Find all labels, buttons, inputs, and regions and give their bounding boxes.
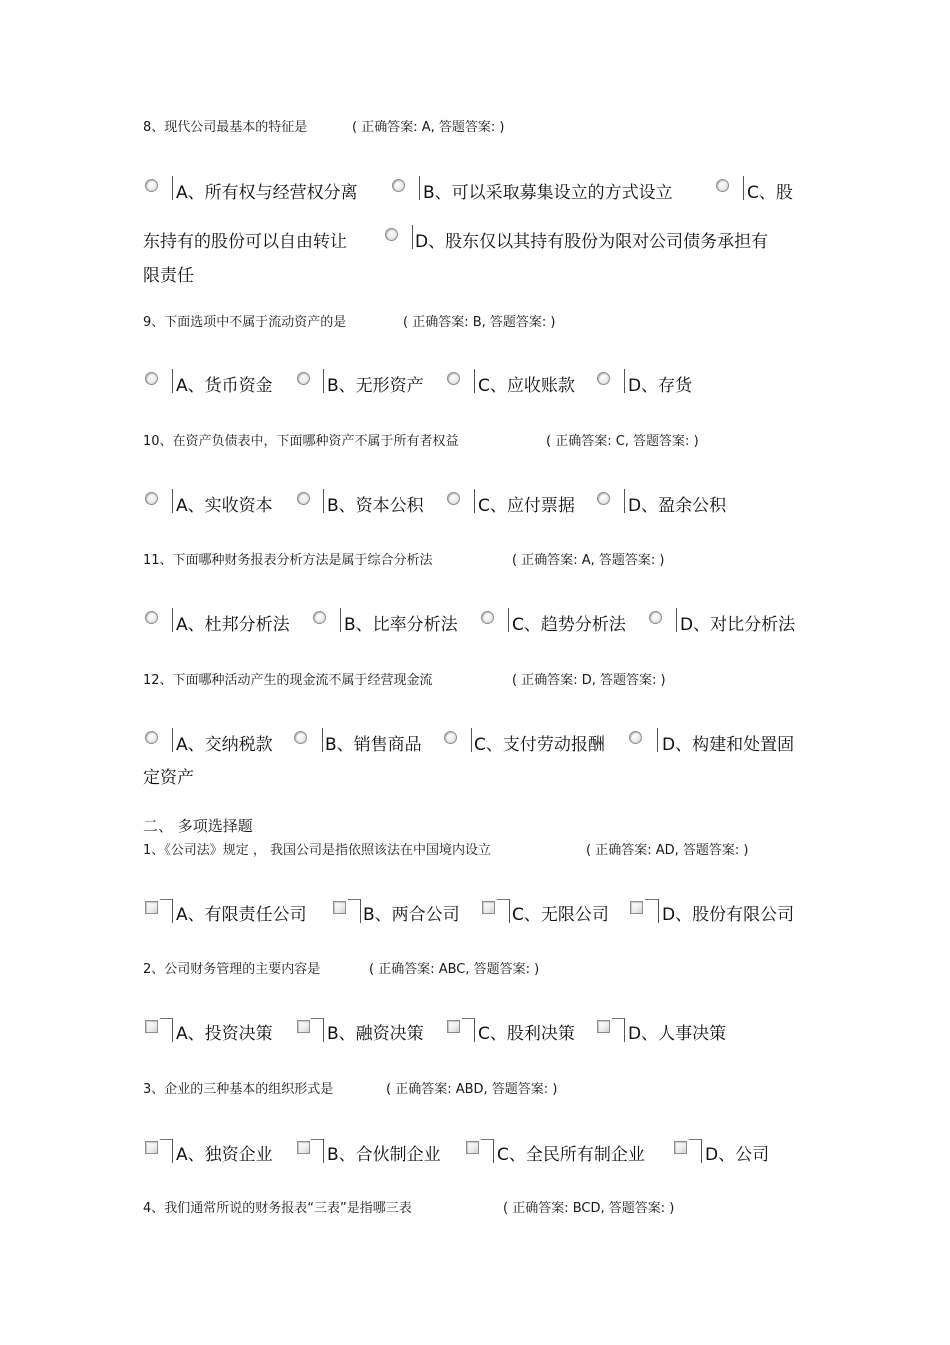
question-8 <box>143 119 505 137</box>
option-label: B、两合公司 <box>363 905 460 925</box>
question-text: 2、公司财务管理的主要内容是 <box>143 962 321 977</box>
radio-button[interactable] <box>392 179 405 192</box>
option-label: D、构建和处置固 <box>662 735 795 755</box>
question-text: 12、下面哪种活动产生的现金流不属于经营现金流 <box>143 673 433 688</box>
option-divider <box>323 1018 324 1042</box>
option-label: A、杜邦分析法 <box>176 615 290 635</box>
radio-button[interactable] <box>447 372 460 385</box>
option-label: A、投资决策 <box>176 1024 273 1044</box>
option-label: C、全民所有制企业 <box>497 1145 645 1165</box>
option-divider <box>471 728 472 752</box>
question-12 <box>143 672 666 690</box>
option-divider <box>323 1139 324 1163</box>
radio-button[interactable] <box>145 611 158 624</box>
radio-button[interactable] <box>629 731 642 744</box>
option-divider <box>493 1139 494 1163</box>
answer-info: ( 正确答案: ABD, 答题答案: ) <box>386 1082 558 1097</box>
option-divider <box>657 728 658 752</box>
option-label: B、销售商品 <box>325 735 422 755</box>
option-divider <box>172 899 173 923</box>
option-divider <box>624 369 625 393</box>
multi-question-3 <box>143 1081 558 1099</box>
checkbox[interactable] <box>145 1020 158 1033</box>
radio-button[interactable] <box>297 492 310 505</box>
option-label: C、应付票据 <box>478 496 575 516</box>
checkbox[interactable] <box>145 901 158 914</box>
checkbox[interactable] <box>297 1020 310 1033</box>
radio-button[interactable] <box>716 179 729 192</box>
question-10 <box>143 433 699 451</box>
option-label: B、资本公积 <box>327 496 424 516</box>
option-label: D、盈余公积 <box>628 496 727 516</box>
radio-button[interactable] <box>145 179 158 192</box>
checkbox-edge <box>645 899 658 900</box>
radio-button[interactable] <box>481 611 494 624</box>
option-divider <box>172 176 173 200</box>
radio-button[interactable] <box>385 228 398 241</box>
question-text: 11、下面哪种财务报表分析方法是属于综合分析法 <box>143 553 433 568</box>
answer-info: ( 正确答案: C, 答题答案: ) <box>546 434 699 449</box>
radio-button[interactable] <box>447 492 460 505</box>
option-12d-continued: 定资产 <box>143 768 194 788</box>
radio-button[interactable] <box>145 372 158 385</box>
option-label: C、趋势分析法 <box>512 615 626 635</box>
option-divider <box>323 489 324 513</box>
option-label: A、交纳税款 <box>176 735 273 755</box>
checkbox[interactable] <box>674 1141 687 1154</box>
option-divider <box>474 489 475 513</box>
option-label: B、可以采取募集设立的方式设立 <box>423 183 673 203</box>
option-label: C、股利决策 <box>478 1024 575 1044</box>
option-label: D、人事决策 <box>628 1024 727 1044</box>
question-text: 8、现代公司最基本的特征是 <box>143 120 308 135</box>
option-divider <box>412 225 413 249</box>
option-label: B、比率分析法 <box>344 615 458 635</box>
question-text: 9、下面选项中不属于流动资产的是 <box>143 315 347 330</box>
option-divider <box>323 369 324 393</box>
radio-button[interactable] <box>145 492 158 505</box>
radio-button[interactable] <box>297 372 310 385</box>
question-text: 1、《公司法》规定 ， 我国公司是指依照该法在中国境内设立 <box>143 843 492 858</box>
question-9 <box>143 314 556 332</box>
option-divider <box>172 728 173 752</box>
option-label: B、合伙制企业 <box>327 1145 441 1165</box>
option-label: C、股 <box>747 183 793 203</box>
checkbox[interactable] <box>482 901 495 914</box>
question-text: 4、我们通常所说的财务报表“三表”是指哪三表 <box>143 1201 412 1216</box>
checkbox[interactable] <box>630 901 643 914</box>
option-divider <box>172 369 173 393</box>
checkbox[interactable] <box>297 1141 310 1154</box>
multi-question-1 <box>143 842 749 860</box>
checkbox[interactable] <box>597 1020 610 1033</box>
checkbox[interactable] <box>447 1020 460 1033</box>
option-label: D、股东仅以其持有股份为限对公司债务承担有 <box>415 232 769 252</box>
radio-button[interactable] <box>444 731 457 744</box>
answer-info: ( 正确答案: AD, 答题答案: ) <box>586 843 749 858</box>
option-divider <box>474 1018 475 1042</box>
radio-button[interactable] <box>313 611 326 624</box>
radio-button[interactable] <box>145 731 158 744</box>
option-divider <box>509 899 510 923</box>
answer-info: ( 正确答案: ABC, 答题答案: ) <box>369 962 540 977</box>
option-label: D、存货 <box>628 376 693 396</box>
option-divider <box>624 489 625 513</box>
multi-question-4 <box>143 1200 675 1218</box>
option-divider <box>508 608 509 632</box>
option-label: A、所有权与经营权分离 <box>176 183 358 203</box>
option-divider <box>701 1139 702 1163</box>
option-label: C、支付劳动报酬 <box>474 735 605 755</box>
option-label: D、对比分析法 <box>680 615 796 635</box>
answer-info: ( 正确答案: A, 答题答案: ) <box>352 120 505 135</box>
option-label: A、货币资金 <box>176 376 273 396</box>
option-divider <box>172 608 173 632</box>
option-label: B、融资决策 <box>327 1024 424 1044</box>
multi-question-2 <box>143 961 540 979</box>
option-divider <box>322 728 323 752</box>
checkbox[interactable] <box>145 1141 158 1154</box>
option-divider <box>676 608 677 632</box>
option-divider <box>360 899 361 923</box>
radio-button[interactable] <box>294 731 307 744</box>
question-11 <box>143 552 665 570</box>
option-divider <box>658 899 659 923</box>
option-divider <box>419 176 420 200</box>
radio-button[interactable] <box>597 492 610 505</box>
option-divider <box>624 1018 625 1042</box>
option-label: D、股份有限公司 <box>662 905 795 925</box>
option-divider <box>743 176 744 200</box>
answer-info: ( 正确答案: BCD, 答题答案: ) <box>503 1201 675 1216</box>
answer-info: ( 正确答案: A, 答题答案: ) <box>512 553 665 568</box>
option-8d-continued: 限责任 <box>143 266 194 286</box>
question-text: 10、在资产负债表中，下面哪种资产不属于所有者权益 <box>143 434 459 449</box>
option-label: C、无限公司 <box>512 905 609 925</box>
answer-info: ( 正确答案: D, 答题答案: ) <box>512 673 666 688</box>
option-divider <box>474 369 475 393</box>
option-label: D、公司 <box>705 1145 770 1165</box>
option-label: B、无形资产 <box>327 376 424 396</box>
question-text: 3、企业的三种基本的组织形式是 <box>143 1082 334 1097</box>
radio-button[interactable] <box>649 611 662 624</box>
option-label: C、应收账款 <box>478 376 575 396</box>
checkbox[interactable] <box>466 1141 479 1154</box>
answer-info: ( 正确答案: B, 答题答案: ) <box>403 315 556 330</box>
option-label: A、有限责任公司 <box>176 905 307 925</box>
option-divider <box>340 608 341 632</box>
section-title: 二、 多项选择题 <box>143 817 253 835</box>
option-divider <box>172 1018 173 1042</box>
option-label: A、实收资本 <box>176 496 273 516</box>
option-divider <box>172 489 173 513</box>
radio-button[interactable] <box>597 372 610 385</box>
checkbox[interactable] <box>333 901 346 914</box>
option-divider <box>172 1139 173 1163</box>
option-label: A、独资企业 <box>176 1145 273 1165</box>
option-8c-continued: 东持有的股份可以自由转让 <box>143 232 347 252</box>
